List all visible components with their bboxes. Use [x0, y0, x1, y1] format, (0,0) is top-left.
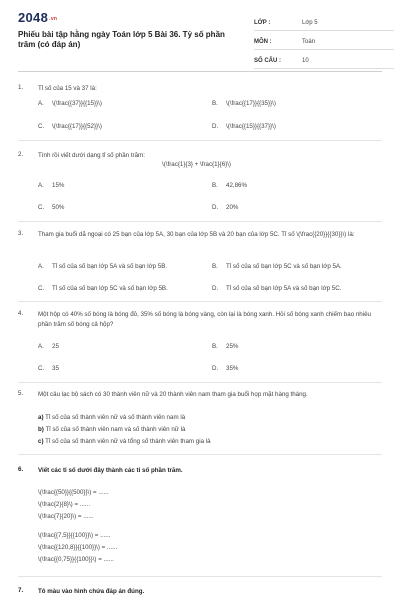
question-divider [18, 221, 382, 222]
question-number: 5. [18, 390, 24, 397]
question-number: 4. [18, 310, 24, 317]
question-divider [18, 382, 382, 383]
option-letter: C. [38, 285, 45, 292]
option-letter: D. [212, 123, 219, 130]
option-text: 35% [226, 365, 239, 372]
option-text: \(\frac{{17}}{{35}}\) [226, 100, 276, 107]
option-letter: B. [212, 343, 218, 350]
option-letter: A. [38, 343, 44, 350]
question-text: Viết các tỉ số dưới đây thành các tỉ số phần trăm. [38, 467, 183, 474]
option-text: 25% [226, 343, 239, 350]
meta-row-class [254, 16, 394, 31]
option-c[interactable] [38, 203, 64, 212]
question-text: Tham gia buổi dã ngoại có 25 bạn của lớp 5A, 30 bạn của lớp 5B và 20 bạn của lớp 5C. Tỉ số \(\frac{{20}}{{30}}\) là: [38, 231, 355, 238]
option-c[interactable] [38, 284, 168, 293]
option-a[interactable] [38, 262, 167, 271]
question-number: 1. [18, 84, 24, 91]
ratio-item[interactable]: \(\frac{{120,8}}{{100}}\) = ...... [38, 544, 118, 551]
ratio-item[interactable]: \(\frac{{0,75}}{{100}}\) = ...... [38, 556, 114, 563]
ratio-item[interactable]: \(\frac{{7,5}}{{100}}\) = ...... [38, 532, 111, 539]
worksheet-meta [254, 16, 394, 73]
option-letter: C. [38, 204, 45, 211]
option-b[interactable] [212, 342, 238, 351]
worksheet-header [18, 10, 386, 70]
option-text: \(\frac{{17}}{{52}}\) [52, 123, 102, 130]
question-number: 2. [18, 151, 24, 158]
option-c[interactable] [38, 364, 59, 373]
option-d[interactable] [212, 364, 238, 373]
option-letter: A. [38, 100, 44, 107]
option-d[interactable] [212, 122, 276, 131]
sub-question-letter: b) [38, 426, 44, 433]
option-text: Tỉ số của số bạn lớp 5C và số bạn lớp 5B. [52, 285, 168, 292]
question-text: Tỉ số của 15 và 37 là: [38, 85, 97, 92]
option-b[interactable] [212, 99, 276, 108]
option-letter: C. [38, 123, 45, 130]
sub-question-text: Tỉ số của số thành viên nữ và số thành viên nam là [45, 414, 186, 421]
ratio-item[interactable]: \(\frac{2}{8}\) = ...... [38, 501, 91, 508]
option-c[interactable] [38, 122, 102, 131]
sub-question-letter: a) [38, 414, 44, 421]
ratio-item[interactable]: \(\frac{{50}}{{500}}\) = ...... [38, 489, 109, 496]
option-a[interactable] [38, 99, 102, 108]
meta-value: 10 [302, 58, 309, 64]
sub-question-a[interactable] [38, 413, 185, 423]
option-text: Tỉ số của số bạn lớp 5A và số bạn lớp 5B. [52, 263, 168, 270]
option-letter: A. [38, 182, 44, 189]
option-letter: D. [212, 285, 219, 292]
question-7 [18, 587, 378, 599]
option-letter: C. [38, 365, 45, 372]
sub-question-c[interactable] [38, 437, 211, 447]
meta-row-subject [254, 35, 394, 50]
logo-text: 2048 [18, 10, 49, 25]
question-1 [18, 84, 378, 144]
option-text: \(\frac{{37}}{{15}}\) [52, 100, 102, 107]
question-text: Tính rồi viết dưới dạng tỉ số phần trăm: [38, 152, 145, 159]
question-text: Một hộp có 40% số bóng là bóng đỏ, 35% số bóng là bóng vàng, còn lại là bóng xanh. Hỏi số bóng xanh chiếm bao nhiêu phần trăm số bóng cả hộp? [38, 311, 371, 328]
option-letter: D. [212, 204, 219, 211]
option-text: \(\frac{{15}}{{37}}\) [226, 123, 276, 130]
option-d[interactable] [212, 203, 238, 212]
question-number: 6. [18, 466, 24, 473]
meta-value: Lớp 5 [302, 20, 318, 26]
question-divider [18, 140, 382, 141]
sub-question-text: Tỉ số của số thành viên nữ và tổng số thành viên tham gia là [45, 438, 211, 445]
option-text: 35 [52, 365, 59, 372]
option-text: 42,86% [226, 182, 247, 189]
ratio-item[interactable]: \(\frac{7}{20}\) = ...... [38, 513, 94, 520]
option-a[interactable] [38, 181, 64, 190]
question-5 [18, 390, 378, 412]
meta-value: Toán [302, 39, 316, 45]
meta-label: LỚP : [254, 20, 271, 26]
page-title: Phiếu bài tập hằng ngày Toán lớp 5 Bài 36. Tỷ số phần trăm (có đáp án) [18, 30, 225, 49]
meta-row-count [254, 54, 394, 69]
option-d[interactable] [212, 284, 341, 293]
option-text: 15% [52, 182, 65, 189]
question-4 [18, 310, 378, 332]
option-text: 25 [52, 343, 59, 350]
option-text: Tỉ số của số bạn lớp 5A và số bạn lớp 5C. [226, 285, 342, 292]
option-a[interactable] [38, 342, 59, 351]
option-b[interactable] [212, 181, 247, 190]
question-3 [18, 230, 378, 252]
header-divider [18, 71, 382, 72]
sub-question-b[interactable] [38, 425, 185, 435]
question-number: 7. [18, 587, 24, 594]
option-b[interactable] [212, 262, 342, 271]
meta-label: MÔN : [254, 39, 272, 45]
question-divider [18, 454, 382, 455]
question-text: Một câu lạc bộ sách có 30 thành viên nữ và 20 thành viên nam tham gia buổi họp mặt hàng tháng. [38, 391, 308, 398]
option-text: 50% [52, 204, 65, 211]
sub-question-letter: c) [38, 438, 44, 445]
question-text: Tô màu vào hình chứa đáp án đúng. [38, 588, 145, 595]
question-number: 3. [18, 230, 24, 237]
expression: \(\frac{1}{3} + \frac{1}{6}\) [162, 161, 231, 168]
option-letter: B. [212, 100, 218, 107]
site-logo[interactable] [18, 10, 57, 25]
question-6 [18, 466, 378, 478]
option-letter: D. [212, 365, 219, 372]
option-text: 20% [226, 204, 239, 211]
sub-question-text: Tỉ số của số thành viên nam và số thành viên nữ là [45, 426, 186, 433]
meta-label: SỐ CÂU : [254, 58, 281, 64]
question-divider [18, 576, 382, 577]
logo-suffix: .vn [49, 16, 58, 22]
option-text: Tỉ số của số bạn lớp 5C và số bạn lớp 5A. [226, 263, 342, 270]
option-letter: A. [38, 263, 44, 270]
option-letter: B. [212, 263, 218, 270]
question-divider [18, 301, 382, 302]
option-letter: B. [212, 182, 218, 189]
